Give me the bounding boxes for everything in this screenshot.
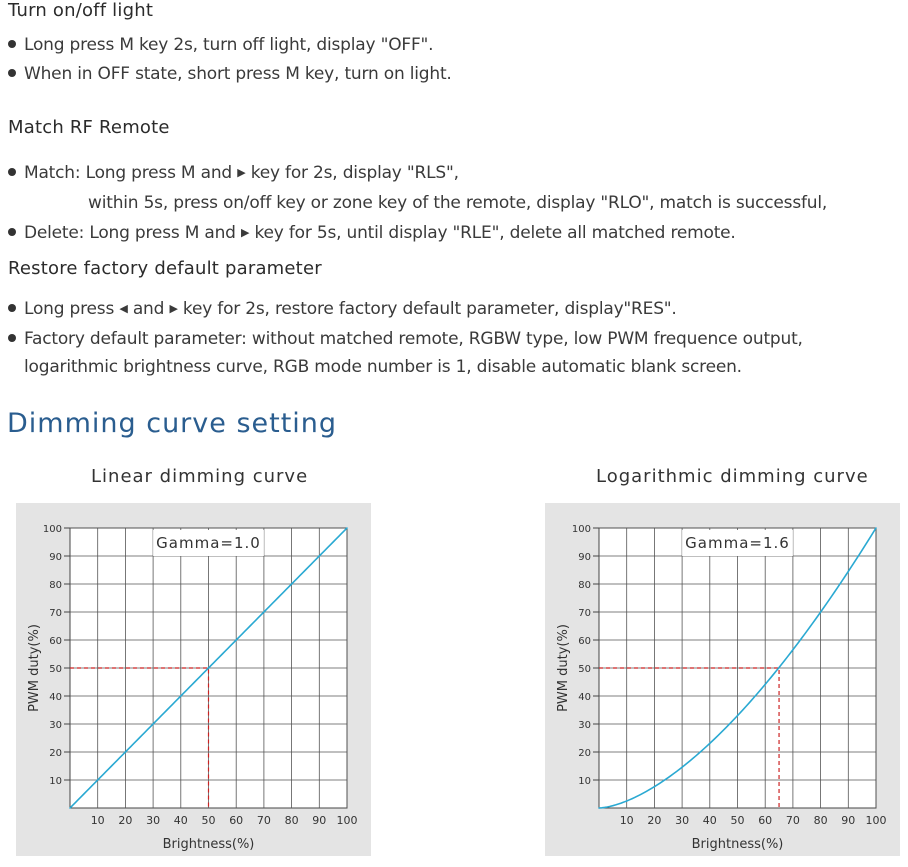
curve-data-point (346, 527, 348, 529)
x-tick-label: 100 (865, 814, 887, 827)
y-tick-label: 90 (578, 552, 591, 563)
y-tick-label: 50 (578, 664, 591, 675)
curve-data-point (654, 786, 656, 788)
x-tick-label: 90 (312, 814, 327, 827)
factory-default-continuation: logarithmic brightness curve, RGB mode number is 1, disable automatic blank screen. (24, 357, 742, 377)
restore-text-c: key for 2s, restore factory default parameter, display"RES". (182, 299, 677, 319)
curve-data-point (152, 723, 154, 725)
chart-title-linear: Linear dimming curve (91, 466, 309, 487)
x-axis-label: Brightness(%) (162, 837, 255, 852)
turn-on-instruction (8, 64, 452, 84)
right-arrow-key-icon: ▶ (237, 166, 246, 179)
y-tick-label: 70 (49, 608, 62, 619)
left-arrow-key-icon: ◀ (119, 302, 128, 315)
y-tick-label: 60 (578, 636, 591, 647)
x-tick-label: 60 (758, 814, 773, 827)
y-tick-label: 40 (578, 692, 591, 703)
linear-dimming-chart (16, 503, 371, 856)
curve-data-point (737, 715, 739, 717)
x-tick-label: 40 (702, 814, 717, 827)
right-arrow-key-icon: ▶ (169, 302, 178, 315)
curve-data-point (598, 807, 600, 809)
curve-data-point (208, 667, 210, 669)
curve-data-point (125, 751, 127, 753)
x-tick-label: 60 (229, 814, 244, 827)
match-instruction (8, 163, 459, 183)
x-tick-label: 50 (201, 814, 216, 827)
delete-instruction (8, 223, 736, 243)
factory-default-text: Factory default parameter: without matched remote, RGBW type, low PWM frequence output, (24, 329, 803, 349)
x-tick-label: 30 (146, 814, 161, 827)
x-tick-label: 70 (785, 814, 800, 827)
bullet-icon (8, 334, 16, 342)
x-tick-label: 90 (841, 814, 856, 827)
curve-data-point (180, 695, 182, 697)
x-tick-label: 30 (675, 814, 690, 827)
x-tick-label: 10 (90, 814, 105, 827)
x-tick-label: 20 (647, 814, 662, 827)
y-tick-label: 90 (49, 552, 62, 563)
curve-data-point (709, 743, 711, 745)
y-tick-label: 70 (578, 608, 591, 619)
y-tick-label: 80 (578, 580, 591, 591)
y-tick-label: 50 (49, 664, 62, 675)
logarithmic-dimming-chart (545, 503, 900, 856)
bullet-icon (8, 168, 16, 176)
x-tick-label: 10 (619, 814, 634, 827)
restore-text-a: Long press (24, 299, 115, 319)
curve-data-point (291, 583, 293, 585)
curve-data-point (626, 800, 628, 802)
y-tick-label: 100 (571, 524, 591, 535)
y-tick-label: 100 (42, 524, 62, 535)
curve-data-point (97, 779, 99, 781)
delete-text-a: Delete: Long press M and (24, 223, 236, 243)
y-tick-label: 60 (49, 636, 62, 647)
y-axis-label: PWM duty(%) (556, 624, 571, 712)
turn-off-instruction (8, 35, 433, 55)
curve-data-point (681, 766, 683, 768)
y-tick-label: 30 (49, 720, 62, 731)
bullet-icon (8, 304, 16, 312)
match-text-a: Match: Long press M and (24, 163, 232, 183)
bullet-icon (8, 228, 16, 236)
right-arrow-key-icon: ▶ (241, 226, 250, 239)
curve-data-point (792, 649, 794, 651)
restore-text-b: and (132, 299, 165, 319)
gamma-annotation: Gamma=1.6 (685, 534, 790, 552)
x-tick-label: 70 (256, 814, 271, 827)
y-tick-label: 30 (578, 720, 591, 731)
curve-data-point (875, 527, 877, 529)
curve-data-point (235, 639, 237, 641)
match-continuation: within 5s, press on/off key or zone key of the remote, display "RLO", match is successful, (88, 193, 828, 213)
y-tick-label: 80 (49, 580, 62, 591)
x-tick-label: 100 (336, 814, 358, 827)
curve-data-point (764, 683, 766, 685)
delete-text-b: key for 5s, until display "RLE", delete all matched remote. (254, 223, 736, 243)
bullet-icon (8, 40, 16, 48)
curve-data-point (319, 555, 321, 557)
match-text-b: key for 2s, display "RLS", (250, 163, 459, 183)
section-title-dimming: Dimming curve setting (7, 408, 338, 439)
y-axis-label: PWM duty(%) (27, 624, 42, 712)
x-tick-label: 40 (173, 814, 188, 827)
x-axis-label: Brightness(%) (691, 837, 784, 852)
y-tick-label: 40 (49, 692, 62, 703)
y-tick-label: 20 (578, 748, 591, 759)
x-tick-label: 50 (730, 814, 745, 827)
x-tick-label: 80 (284, 814, 299, 827)
factory-default-description (8, 329, 803, 349)
curve-data-point (848, 571, 850, 573)
gamma-annotation: Gamma=1.0 (156, 534, 261, 552)
heading-restore: Restore factory default parameter (8, 258, 322, 279)
curve-data-point (263, 611, 265, 613)
curve-data-point (69, 807, 71, 809)
y-tick-label: 10 (578, 776, 591, 787)
turn-on-text: When in OFF state, short press M key, turn on light. (24, 64, 452, 84)
heading-match-rf: Match RF Remote (8, 117, 170, 138)
y-tick-label: 10 (49, 776, 62, 787)
chart-title-log: Logarithmic dimming curve (596, 466, 869, 487)
bullet-icon (8, 69, 16, 77)
y-tick-label: 20 (49, 748, 62, 759)
turn-off-text: Long press M key 2s, turn off light, display "OFF". (24, 35, 434, 55)
x-tick-label: 20 (118, 814, 133, 827)
heading-turn-onoff: Turn on/off light (8, 0, 154, 21)
curve-data-point (820, 611, 822, 613)
x-tick-label: 80 (813, 814, 828, 827)
restore-instruction (8, 299, 677, 319)
